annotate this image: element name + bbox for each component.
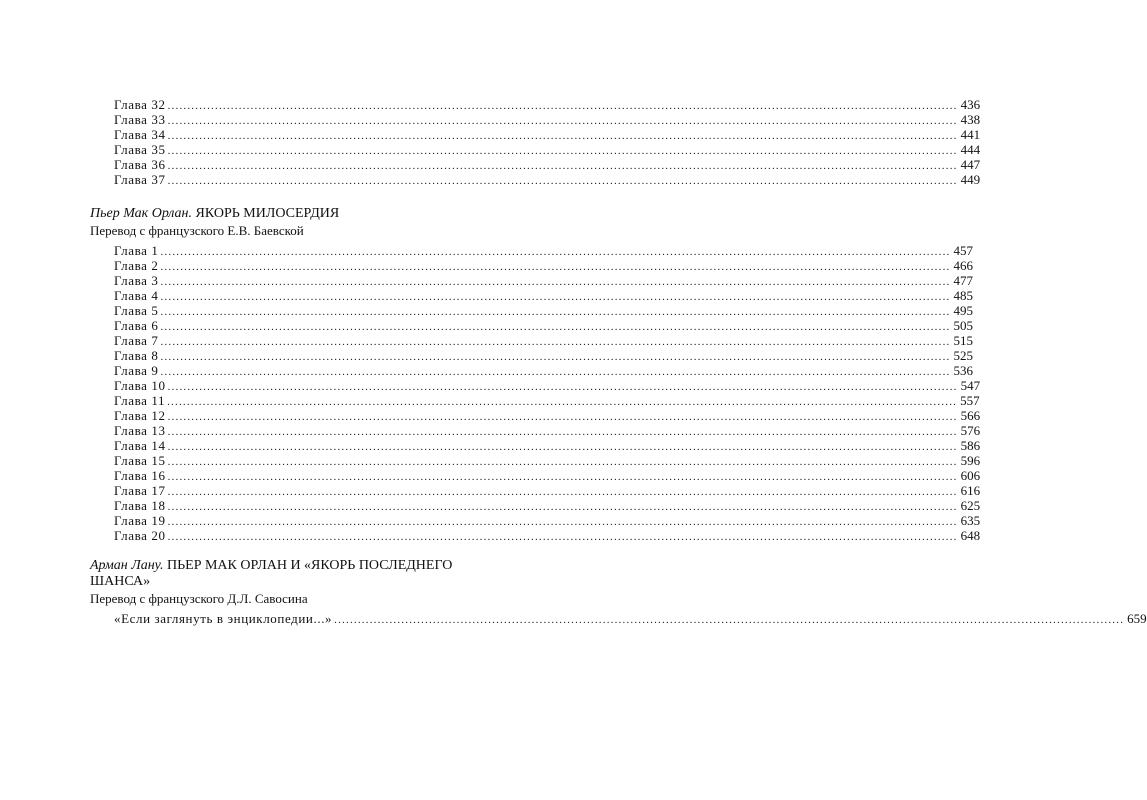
toc-entry-page-number: 444 xyxy=(960,142,981,157)
toc-entry-page-number: 495 xyxy=(953,303,973,318)
toc-block-lanoux xyxy=(114,611,1147,626)
toc-entry-page-number: 547 xyxy=(960,378,981,393)
toc-entry xyxy=(114,528,981,543)
toc-entry xyxy=(114,468,981,483)
toc-entry-page-number: 586 xyxy=(960,438,981,453)
toc-block-anchor-of-mercy xyxy=(114,243,981,543)
toc-entry-label: Глава 12 xyxy=(114,408,166,423)
toc-entry-label: Глава 3 xyxy=(114,273,159,288)
toc-entry-label: Глава 17 xyxy=(114,483,166,498)
toc-entry-label: Глава 14 xyxy=(114,438,166,453)
translator-line: Перевод с французского Д.Л. Савосина xyxy=(90,591,308,606)
toc-entry xyxy=(114,127,981,142)
dot-leader: ........................................................................................................................................................................................................ xyxy=(167,381,958,393)
toc-entry-label: Глава 16 xyxy=(114,468,166,483)
section-title-line xyxy=(90,558,490,574)
toc-entry-page-number: 441 xyxy=(960,127,981,142)
toc-entry-page-number: 566 xyxy=(960,408,981,423)
toc-entry-page-number: 576 xyxy=(960,423,981,438)
toc-entry xyxy=(114,378,981,393)
dot-leader: ........................................................................................................................................................................................................ xyxy=(167,100,958,112)
toc-entry xyxy=(114,333,973,348)
toc-entry xyxy=(114,408,981,423)
section-title-line xyxy=(90,206,490,222)
toc-entry xyxy=(114,258,973,273)
toc-entry-label: Глава 8 xyxy=(114,348,159,363)
toc-entry xyxy=(114,318,973,333)
toc-entry-label: Глава 13 xyxy=(114,423,166,438)
toc-entry-page-number: 457 xyxy=(953,243,973,258)
toc-entry-page-number: 466 xyxy=(953,258,973,273)
dot-leader: ........................................................................................................................................................................................................ xyxy=(160,276,951,288)
toc-block-continued xyxy=(114,97,981,187)
toc-entry-label: Глава 35 xyxy=(114,142,166,157)
dot-leader: ........................................................................................................................................................................................................ xyxy=(160,306,951,318)
toc-entry-label: Глава 7 xyxy=(114,333,159,348)
dot-leader: ........................................................................................................................................................................................................ xyxy=(167,411,958,423)
toc-entry-page-number: 436 xyxy=(960,97,981,112)
section-heading-anchor-of-mercy xyxy=(90,206,490,239)
toc-entry-page-number: 616 xyxy=(960,483,981,498)
toc-entry-page-number: 449 xyxy=(960,172,981,187)
dot-leader: ........................................................................................................................................................................................................ xyxy=(160,336,951,348)
dot-leader: ........................................................................................................................................................................................................ xyxy=(167,531,958,543)
work-title-continued: ШАНСА» xyxy=(90,574,151,589)
toc-entry xyxy=(114,303,973,318)
work-title: ЯКОРЬ МИЛОСЕРДИЯ xyxy=(195,206,340,221)
translator-line: Перевод с французского Е.В. Баевской xyxy=(90,223,304,238)
dot-leader: ........................................................................................................................................................................................................ xyxy=(167,516,958,528)
toc-entry-label: Глава 32 xyxy=(114,97,166,112)
dot-leader: ........................................................................................................................................................................................................ xyxy=(167,130,958,142)
toc-entry-label: Глава 36 xyxy=(114,157,166,172)
dot-leader: ........................................................................................................................................................................................................ xyxy=(160,261,951,273)
dot-leader: ........................................................................................................................................................................................................ xyxy=(167,456,958,468)
toc-entry-page-number: 606 xyxy=(960,468,981,483)
toc-entry-label: Глава 33 xyxy=(114,112,166,127)
toc-entry-page-number: 477 xyxy=(953,273,973,288)
dot-leader: ........................................................................................................................................................................................................ xyxy=(167,441,958,453)
dot-leader: ........................................................................................................................................................................................................ xyxy=(167,426,958,438)
toc-entry xyxy=(114,172,981,187)
dot-leader: ........................................................................................................................................................................................................ xyxy=(167,145,958,157)
toc-entry-label: Глава 6 xyxy=(114,318,159,333)
dot-leader: ........................................................................................................................................................................................................ xyxy=(167,175,958,187)
toc-entry-page-number: 648 xyxy=(960,528,981,543)
toc-entry-page-number: 596 xyxy=(960,453,981,468)
toc-entry xyxy=(114,498,981,513)
dot-leader: ........................................................................................................................................................................................................ xyxy=(160,351,951,363)
toc-entry-label: Глава 34 xyxy=(114,127,166,142)
toc-entry xyxy=(114,348,973,363)
work-title: ПЬЕР МАК ОРЛАН И «ЯКОРЬ ПОСЛЕДНЕГО xyxy=(167,558,453,573)
toc-entry-label: Глава 9 xyxy=(114,363,159,378)
dot-leader: ........................................................................................................................................................................................................ xyxy=(167,501,958,513)
toc-entry xyxy=(114,611,1147,626)
toc-entry-page-number: 635 xyxy=(960,513,981,528)
dot-leader: ........................................................................................................................................................................................................ xyxy=(167,471,958,483)
dot-leader: ........................................................................................................................................................................................................ xyxy=(167,115,958,127)
toc-entry xyxy=(114,438,981,453)
dot-leader: ........................................................................................................................................................................................................ xyxy=(160,366,951,378)
section-heading-lanoux xyxy=(90,558,490,607)
toc-entry-label: Глава 5 xyxy=(114,303,159,318)
toc-entry xyxy=(114,288,973,303)
toc-entry-label: Глава 15 xyxy=(114,453,166,468)
dot-leader: ........................................................................................................................................................................................................ xyxy=(334,614,1125,626)
toc-entry-page-number: 525 xyxy=(953,348,973,363)
toc-entry xyxy=(114,142,981,157)
dot-leader: ........................................................................................................................................................................................................ xyxy=(167,396,958,408)
toc-entry xyxy=(114,483,981,498)
toc-entry xyxy=(114,363,973,378)
toc-entry-page-number: 515 xyxy=(953,333,973,348)
dot-leader: ........................................................................................................................................................................................................ xyxy=(167,486,958,498)
toc-entry-page-number: 557 xyxy=(960,393,980,408)
toc-entry xyxy=(114,273,973,288)
dot-leader: ........................................................................................................................................................................................................ xyxy=(160,291,951,303)
dot-leader: ........................................................................................................................................................................................................ xyxy=(160,246,951,258)
toc-entry-label: Глава 19 xyxy=(114,513,166,528)
toc-entry-page-number: 536 xyxy=(953,363,973,378)
toc-entry-label: Глава 1 xyxy=(114,243,159,258)
toc-entry-page-number: 659 xyxy=(1127,611,1147,626)
toc-entry xyxy=(114,453,981,468)
toc-entry-page-number: 485 xyxy=(953,288,973,303)
toc-entry xyxy=(114,97,981,112)
toc-entry xyxy=(114,243,973,258)
toc-entry-label: Глава 11 xyxy=(114,393,166,408)
toc-entry-page-number: 625 xyxy=(960,498,981,513)
toc-entry-label: Глава 37 xyxy=(114,172,166,187)
dot-leader: ........................................................................................................................................................................................................ xyxy=(167,160,958,172)
dot-leader: ........................................................................................................................................................................................................ xyxy=(160,321,951,333)
toc-entry-label: «Если заглянуть в энциклопедии...» xyxy=(114,611,333,626)
toc-entry-label: Глава 2 xyxy=(114,258,159,273)
toc-entry-label: Глава 10 xyxy=(114,378,166,393)
toc-entry xyxy=(114,513,981,528)
toc-entry-label: Глава 4 xyxy=(114,288,159,303)
toc-entry-page-number: 505 xyxy=(953,318,973,333)
toc-entry-label: Глава 20 xyxy=(114,528,166,543)
toc-entry xyxy=(114,157,981,172)
toc-entry-label: Глава 18 xyxy=(114,498,166,513)
toc-entry xyxy=(114,423,981,438)
toc-entry xyxy=(114,393,980,408)
toc-entry xyxy=(114,112,981,127)
toc-entry-page-number: 447 xyxy=(960,157,981,172)
toc-entry-page-number: 438 xyxy=(960,112,981,127)
author-name: Пьер Мак Орлан. xyxy=(90,206,193,221)
author-name: Арман Лану. xyxy=(90,558,164,573)
